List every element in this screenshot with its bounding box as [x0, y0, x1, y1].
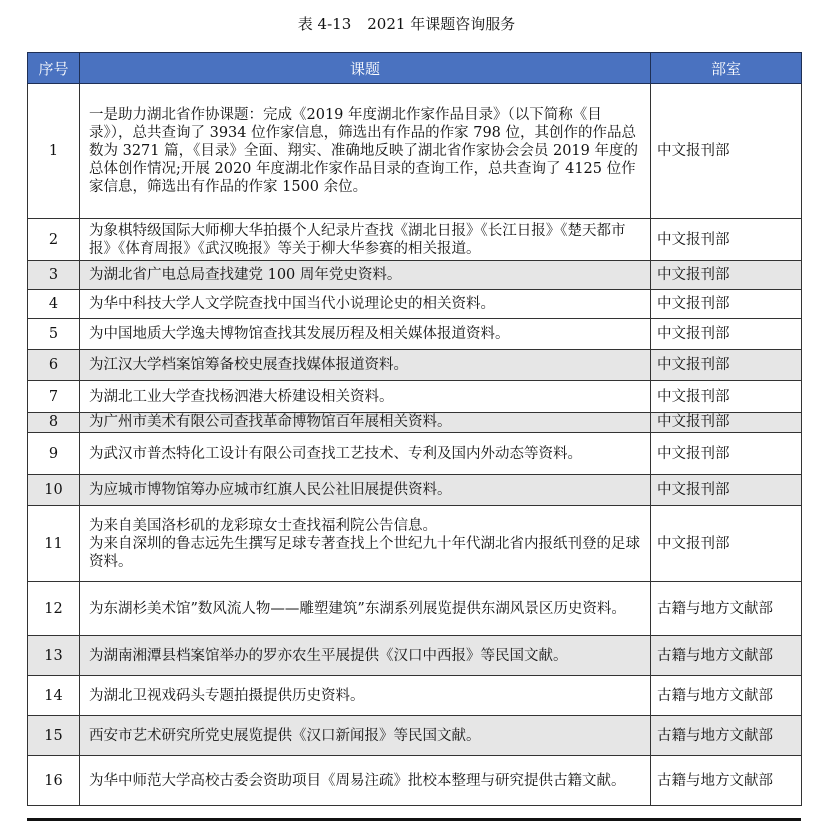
row-topic: 为湖北工业大学查找杨泗港大桥建设相关资料。 [80, 381, 651, 413]
row-department: 中文报刊部 [651, 84, 802, 219]
header-department: 部室 [651, 53, 802, 84]
row-index: 5 [28, 319, 80, 350]
row-index: 2 [28, 219, 80, 261]
table-row [28, 756, 802, 806]
row-department: 古籍与地方文献部 [651, 756, 802, 806]
row-topic: 为象棋特级国际大师柳大华拍摄个人纪录片查找《湖北日报》《长江日报》《楚天都市报》《体育周报》《武汉晚报》等关于柳大华参赛的相关报道。 [80, 219, 651, 261]
row-department: 中文报刊部 [651, 290, 802, 319]
row-department: 中文报刊部 [651, 319, 802, 350]
row-topic: 为武汉市普杰特化工设计有限公司查找工艺技术、专利及国内外动态等资料。 [80, 433, 651, 475]
row-department: 中文报刊部 [651, 475, 802, 506]
table-number: 表 4-13 [297, 15, 352, 33]
table-title: 2021 年课题咨询服务 [367, 15, 516, 33]
row-index: 11 [28, 506, 80, 582]
row-topic: 西安市艺术研究所党史展览提供《汉口新闻报》等民国文献。 [80, 716, 651, 756]
row-index: 9 [28, 433, 80, 475]
table-row [28, 290, 802, 319]
row-department: 中文报刊部 [651, 350, 802, 381]
row-department: 中文报刊部 [651, 413, 802, 433]
row-topic: 为华中科技大学人文学院查找中国当代小说理论史的相关资料。 [80, 290, 651, 319]
row-topic: 为江汉大学档案馆筹备校史展查找媒体报道资料。 [80, 350, 651, 381]
header-index: 序号 [28, 53, 80, 84]
row-index: 12 [28, 582, 80, 636]
row-topic: 为湖北省广电总局查找建党 100 周年党史资料。 [80, 261, 651, 290]
row-index: 4 [28, 290, 80, 319]
table-bottom-rule [27, 818, 801, 821]
table-row [28, 582, 802, 636]
row-index: 7 [28, 381, 80, 413]
header-row [28, 53, 802, 84]
row-department: 古籍与地方文献部 [651, 676, 802, 716]
row-department: 古籍与地方文献部 [651, 716, 802, 756]
table-row [28, 381, 802, 413]
table-row [28, 475, 802, 506]
table-row [28, 716, 802, 756]
row-department: 中文报刊部 [651, 219, 802, 261]
table-row [28, 84, 802, 219]
table-row [28, 261, 802, 290]
table-row [28, 413, 802, 433]
row-department: 古籍与地方文献部 [651, 582, 802, 636]
table-row [28, 350, 802, 381]
row-topic: 为来自美国洛杉矶的龙彩琼女士查找福利院公告信息。 为来自深圳的鲁志远先生撰写足球专著查找上个世纪九十年代湖北省内报纸刊登的足球资料。 [80, 506, 651, 582]
row-topic: 为东湖杉美术馆”数风流人物——雕塑建筑”东湖系列展览提供东湖风景区历史资料。 [80, 582, 651, 636]
row-topic: 为湖南湘潭县档案馆举办的罗亦农生平展提供《汉口中西报》等民国文献。 [80, 636, 651, 676]
row-topic: 为湖北卫视戏码头专题拍摄提供历史资料。 [80, 676, 651, 716]
row-index: 1 [28, 84, 80, 219]
row-index: 8 [28, 413, 80, 433]
row-index: 3 [28, 261, 80, 290]
table-row [28, 506, 802, 582]
row-index: 15 [28, 716, 80, 756]
row-topic: 为应城市博物馆筹办应城市红旗人民公社旧展提供资料。 [80, 475, 651, 506]
row-topic: 为中国地质大学逸夫博物馆查找其发展历程及相关媒体报道资料。 [80, 319, 651, 350]
table-row [28, 219, 802, 261]
row-index: 13 [28, 636, 80, 676]
table-row [28, 319, 802, 350]
row-department: 古籍与地方文献部 [651, 636, 802, 676]
row-department: 中文报刊部 [651, 261, 802, 290]
row-index: 10 [28, 475, 80, 506]
row-department: 中文报刊部 [651, 506, 802, 582]
row-topic: 一是助力湖北省作协课题：完成《2019 年度湖北作家作品目录》（以下简称《目录》），总共查询了 3934 位作家信息，筛选出有作品的作家 798 位，其创作的作品总数为 3271 篇，《目录》全面、翔实、准确地反映了湖北省作家协会会员 2019 年度的总体创作情况;开展 2020 年度湖北作家作品目录的查询工作，总共查询了 4125 位作家信息，筛选出有作品的作家 1500 余位。 [80, 84, 651, 219]
row-index: 14 [28, 676, 80, 716]
row-index: 16 [28, 756, 80, 806]
row-department: 中文报刊部 [651, 433, 802, 475]
row-index: 6 [28, 350, 80, 381]
row-department: 中文报刊部 [651, 381, 802, 413]
row-topic: 为广州市美术有限公司查找革命博物馆百年展相关资料。 [80, 413, 651, 433]
table-row [28, 433, 802, 475]
consulting-services-table [27, 52, 802, 806]
table-row [28, 676, 802, 716]
table-caption [0, 14, 813, 34]
header-topic: 课题 [80, 53, 651, 84]
table-row [28, 636, 802, 676]
row-topic: 为华中师范大学高校古委会资助项目《周易注疏》批校本整理与研究提供古籍文献。 [80, 756, 651, 806]
